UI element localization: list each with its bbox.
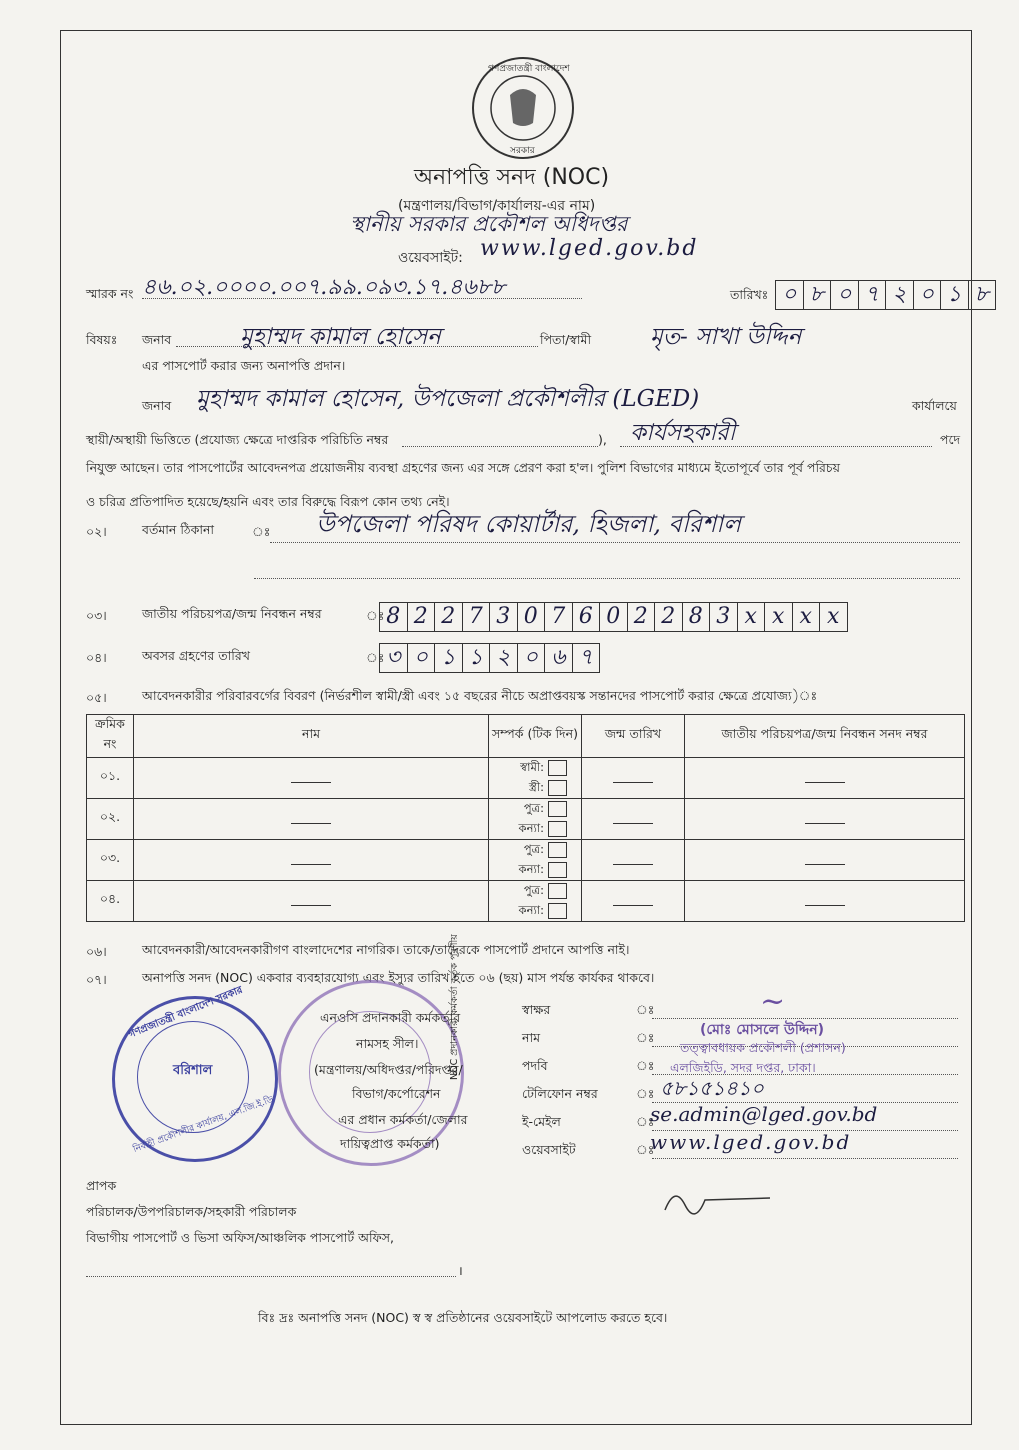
nid-digit: 8 bbox=[682, 602, 711, 632]
relation-label: পুত্র: bbox=[523, 841, 544, 856]
relation-option bbox=[489, 819, 581, 839]
signatory-left-line: বিভাগ/কর্পোরেশন bbox=[352, 1086, 441, 1101]
memo-value: ৪৬.০২.০০০০.০০৭.৯৯.০৯৩.১৭.৪৬৮৮ bbox=[142, 275, 506, 300]
official-id-line bbox=[402, 446, 598, 447]
date-digit: ৮ bbox=[968, 280, 997, 310]
recipient-signature bbox=[660, 1180, 780, 1220]
recipient-line-1: পরিচালক/উপপরিচালক/সহকারী পরিচালক bbox=[86, 1204, 297, 1219]
row-relation bbox=[489, 840, 582, 881]
seal-left-top-text: গণপ্রজাতন্ত্রী বাংলাদেশ সরকার bbox=[127, 984, 245, 1041]
relation-option bbox=[489, 860, 581, 880]
relation-checkbox[interactable] bbox=[548, 883, 567, 899]
body-line-4: ও চরিত্র প্রতিপাদিত হয়েছে/হয়নি এবং তার বিরুদ্ধে বিরূপ কোন তথ্য নেই। bbox=[86, 494, 450, 509]
nid-digit: 0 bbox=[599, 602, 628, 632]
memo-dotted-line bbox=[142, 298, 582, 299]
relation-checkbox[interactable] bbox=[548, 842, 567, 858]
nid-digit: 8 bbox=[379, 602, 408, 632]
designation: কার্যসহকারী bbox=[630, 420, 736, 446]
nid-digit: 2 bbox=[654, 602, 683, 632]
row-nid bbox=[685, 840, 965, 881]
item-04-number: ০৪। bbox=[86, 650, 107, 665]
seal-left-inner-text: বরিশাল bbox=[173, 1063, 213, 1078]
retirement-date-boxes bbox=[380, 643, 600, 673]
signatory-left-line: এর প্রধান কর্মকর্তা/জেলার bbox=[338, 1112, 468, 1127]
row-birth-date bbox=[582, 799, 685, 840]
item-07-label: অনাপত্তি সনদ (NOC) একবার ব্যবহারযোগ্য এবং ইস্যুর তারিখ হতে ০৬ (ছয়) মাস পর্যন্ত কার্যকর থাকবে। bbox=[142, 970, 655, 985]
empty-dash bbox=[291, 864, 331, 865]
date-label: তারিখঃ bbox=[730, 287, 769, 302]
subject-name: মুহাম্মদ কামাল হোসেন bbox=[240, 324, 441, 350]
office-name: স্থানীয় সরকার প্রকৌশল অধিদপ্তর bbox=[350, 212, 628, 236]
permanent-text: স্থায়ী/অস্থায়ী ভিত্তিতে (প্রযোজ্য ক্ষেত্রে দাপ্তরিক পরিচিতি নম্বর bbox=[86, 432, 389, 447]
row-name bbox=[134, 799, 489, 840]
header-nid: জাতীয় পরিচয়পত্র/জন্ম নিবন্ধন সনদ নম্বর bbox=[685, 715, 965, 758]
empty-dash bbox=[805, 782, 845, 783]
document-title: অনাপত্তি সনদ (NOC) bbox=[414, 165, 610, 190]
retirement-date-digit: ০ bbox=[517, 643, 546, 673]
row-birth-date bbox=[582, 840, 685, 881]
recipient-line-end: । bbox=[458, 1263, 463, 1278]
retirement-date-digit: ৬ bbox=[544, 643, 573, 673]
retirement-date-digit: ১ bbox=[434, 643, 463, 673]
website-value: www.lged.gov.bd bbox=[480, 236, 699, 261]
signatory-field-colon: ঃ bbox=[636, 1114, 655, 1129]
relation-label: স্বামী: bbox=[520, 759, 544, 774]
body-mr-label: জনাব bbox=[142, 398, 172, 413]
table-row bbox=[87, 840, 965, 881]
relation-label: স্ত্রী: bbox=[528, 779, 544, 794]
subject-suffix: এর পাসপোর্ট করার জন্য অনাপত্তি প্রদান। bbox=[142, 358, 346, 373]
signatory-field-colon: ঃ bbox=[636, 1002, 655, 1017]
item-03-colon: ঃ bbox=[366, 608, 385, 623]
memo-label: স্মারক নং bbox=[86, 286, 134, 301]
nid-digit: 3 bbox=[489, 602, 518, 632]
header-birth-date: জন্ম তারিখ bbox=[582, 715, 685, 758]
present-address: উপজেলা পরিষদ কোয়ার্টার, হিজলা, বরিশাল bbox=[316, 510, 741, 538]
recipient-dotted-line bbox=[86, 1276, 456, 1277]
signatory-field-colon: ঃ bbox=[636, 1142, 655, 1157]
header-relation: সম্পর্ক (টিক দিন) bbox=[489, 715, 582, 758]
item-05-label: আবেদনকারীর পরিবারবর্গের বিবরণ (নির্ভরশীল স্বামী/স্ত্রী এবং ১৫ বছরের নীচে অপ্রাপ্তবয়স্ক সন্তানদের পাসপোর্ট করার ক্ষেত্রে প্রযোজ্য)ঃ bbox=[142, 688, 818, 703]
nid-digit: 2 bbox=[434, 602, 463, 632]
signatory-left-line: এনওসি প্রদানকারী কর্মকর্তার bbox=[320, 1010, 461, 1025]
body-name-office: মুহাম্মদ কামাল হোসেন, উপজেলা প্রকৌশলীর (LGED) bbox=[196, 386, 700, 412]
date-digit: ০ bbox=[830, 280, 859, 310]
row-birth-date bbox=[582, 758, 685, 799]
relation-label: কন্যা: bbox=[518, 861, 544, 876]
seal-left-bottom-text: নির্বাহী প্রকৌশলীর কার্যালয়, এল.জি.ই.ডি bbox=[131, 1094, 275, 1156]
item-06-label: আবেদনকারী/আবেদনকারীগণ বাংলাদেশের নাগরিক। তাকে/তাদেরকে পাসপোর্ট প্রদানে আপত্তি নাই। bbox=[142, 942, 630, 957]
signatory-field-label: স্বাক্ষর bbox=[522, 1002, 551, 1017]
row-relation bbox=[489, 799, 582, 840]
signatory-field-label: ওয়েবসাইট bbox=[522, 1142, 576, 1157]
header-name: নাম bbox=[134, 715, 489, 758]
nid-digit: 2 bbox=[407, 602, 436, 632]
empty-dash bbox=[613, 782, 653, 783]
office-seal-left bbox=[112, 984, 278, 1162]
nid-digit: x bbox=[792, 602, 821, 632]
item-03-number: ০৩। bbox=[86, 608, 107, 623]
item-04-label: অবসর গ্রহণের তারিখ bbox=[142, 648, 250, 663]
signatory-left-line: (মন্ত্রণালয়/অধিদপ্তর/পরিদপ্তর/ bbox=[314, 1062, 463, 1077]
relation-checkbox[interactable] bbox=[548, 760, 567, 776]
signatory-office: এলজিইডি, সদর দপ্তর, ঢাকা। bbox=[670, 1060, 816, 1075]
item-05-number: ০৫। bbox=[86, 690, 107, 705]
row-serial: ০৪. bbox=[87, 881, 134, 922]
father-label: পিতা/স্বামী bbox=[540, 332, 592, 347]
empty-dash bbox=[613, 823, 653, 824]
row-serial: ০৩. bbox=[87, 840, 134, 881]
item-07-number: ০৭। bbox=[86, 972, 107, 987]
nid-digit: 7 bbox=[462, 602, 491, 632]
relation-label: কন্যা: bbox=[518, 820, 544, 835]
signatory-field-label: টেলিফোন নম্বর bbox=[522, 1086, 598, 1101]
office-suffix: কার্যালয়ে bbox=[912, 398, 957, 413]
row-serial: ০১. bbox=[87, 758, 134, 799]
date-digit: ৮ bbox=[803, 280, 832, 310]
recipient-label: প্রাপক bbox=[86, 1178, 117, 1193]
nid-digit: x bbox=[737, 602, 766, 632]
signatory-left-line: নামসহ সীল। bbox=[356, 1036, 419, 1051]
row-name bbox=[134, 758, 489, 799]
document-subtitle: (মন্ত্রণালয়/বিভাগ/কার্যালয়-এর নাম) bbox=[398, 198, 596, 214]
address-line-2 bbox=[254, 578, 960, 579]
item-02-number: ০২। bbox=[86, 524, 107, 539]
relation-label: পুত্র: bbox=[523, 882, 544, 897]
subject-mr-label: জনাব bbox=[142, 332, 172, 347]
nid-digit: 6 bbox=[572, 602, 601, 632]
item-02-label: বর্তমান ঠিকানা bbox=[142, 522, 215, 537]
family-table bbox=[86, 714, 965, 922]
item-04-colon: ঃ bbox=[366, 650, 385, 665]
emblem-text-bottom: সরকার bbox=[510, 146, 535, 156]
table-row bbox=[87, 881, 965, 922]
retirement-date-digit: ৩ bbox=[379, 643, 408, 673]
table-row bbox=[87, 799, 965, 840]
empty-dash bbox=[291, 823, 331, 824]
relation-checkbox[interactable] bbox=[548, 821, 567, 837]
nid-boxes bbox=[380, 602, 848, 632]
emblem-text-top: গণপ্রজাতন্ত্রী বাংলাদেশ bbox=[488, 64, 570, 74]
signatory-field-label: ই-মেইল bbox=[522, 1114, 561, 1129]
signatory-left-line: দায়িত্বপ্রাপ্ত কর্মকর্তা) bbox=[340, 1136, 440, 1151]
signatory-phone: ৫৮১৫১৪১০ bbox=[660, 1076, 764, 1100]
date-digit: ০ bbox=[775, 280, 804, 310]
retirement-date-digit: ০ bbox=[407, 643, 436, 673]
empty-dash bbox=[613, 864, 653, 865]
row-name bbox=[134, 840, 489, 881]
relation-checkbox[interactable] bbox=[548, 903, 567, 919]
signatory-field-colon: ঃ bbox=[636, 1058, 655, 1073]
nid-digit: 2 bbox=[627, 602, 656, 632]
retirement-date-digit: ২ bbox=[489, 643, 518, 673]
relation-option bbox=[489, 901, 581, 921]
item-06-number: ০৬। bbox=[86, 944, 107, 959]
table-row bbox=[87, 758, 965, 799]
signature-mark: ~ bbox=[760, 984, 786, 1019]
nid-digit: x bbox=[819, 602, 848, 632]
header-serial: ক্রমিক নং bbox=[87, 715, 134, 758]
row-relation bbox=[489, 758, 582, 799]
signatory-field-line bbox=[652, 1158, 958, 1159]
date-digit: ১ bbox=[940, 280, 969, 310]
close-paren: ), bbox=[598, 432, 607, 447]
relation-checkbox[interactable] bbox=[548, 801, 567, 817]
row-nid bbox=[685, 881, 965, 922]
website-label: ওয়েবসাইট: bbox=[398, 250, 463, 266]
footer-note: বিঃ দ্রঃ অনাপত্তি সনদ (NOC) স্ব স্ব প্রতিষ্ঠানের ওয়েবসাইটে আপলোড করতে হবে। bbox=[258, 1310, 668, 1325]
recipient-line-2: বিভাগীয় পাসপোর্ট ও ভিসা অফিস/আঞ্চলিক পাসপোর্ট অফিস, bbox=[86, 1230, 394, 1245]
signatory-field-label: পদবি bbox=[522, 1058, 548, 1073]
row-nid bbox=[685, 799, 965, 840]
relation-option bbox=[489, 758, 581, 778]
relation-option bbox=[489, 799, 581, 819]
body-line-3: নিযুক্ত আছেন। তার পাসপোর্টের আবেদনপত্র প্রয়োজনীয় ব্যবস্থা গ্রহণের জন্য এর সঙ্গে প্রেরণ করা হ'ল। পুলিশ বিভাগের মাধ্যমে ইতোপূর্বে তার পূর্ব পরিচয় bbox=[86, 460, 841, 475]
family-table-header bbox=[87, 715, 965, 758]
retirement-date-digit: ১ bbox=[462, 643, 491, 673]
row-nid bbox=[685, 758, 965, 799]
nid-digit: 0 bbox=[517, 602, 546, 632]
noc-vertical-label: NOC প্রদানকারী কর্মকর্তা কর্তৃক পূরণীয় bbox=[449, 934, 460, 1080]
relation-label: কন্যা: bbox=[518, 902, 544, 917]
designation-line bbox=[620, 446, 932, 447]
post-suffix: পদে bbox=[940, 432, 961, 447]
signatory-name: (মোঃ মোসলে উদ্দিন) bbox=[700, 1022, 824, 1038]
relation-option bbox=[489, 881, 581, 901]
signatory-email: se.admin@lged.gov.bd bbox=[650, 1102, 878, 1126]
date-digit: ২ bbox=[885, 280, 914, 310]
empty-dash bbox=[291, 782, 331, 783]
government-emblem bbox=[470, 55, 576, 161]
nid-digit: x bbox=[764, 602, 793, 632]
father-name: মৃত- সাখা উদ্দিন bbox=[650, 324, 802, 350]
empty-dash bbox=[805, 864, 845, 865]
empty-dash bbox=[613, 905, 653, 906]
signatory-designation: তত্ত্বাবধায়ক প্রকৌশলী (প্রশাসন) bbox=[680, 1040, 846, 1055]
signatory-field-label: নাম bbox=[522, 1030, 541, 1045]
retirement-date-digit: ৭ bbox=[572, 643, 601, 673]
empty-dash bbox=[805, 823, 845, 824]
row-relation bbox=[489, 881, 582, 922]
signatory-website: www.lged.gov.bd bbox=[650, 1130, 852, 1154]
row-name bbox=[134, 881, 489, 922]
date-digit: ০ bbox=[913, 280, 942, 310]
relation-checkbox[interactable] bbox=[548, 862, 567, 878]
item-02-colon: ঃ bbox=[252, 524, 271, 539]
nid-digit: 3 bbox=[709, 602, 738, 632]
date-boxes bbox=[776, 280, 996, 310]
date-digit: ৭ bbox=[858, 280, 887, 310]
relation-checkbox[interactable] bbox=[548, 780, 567, 796]
subject-label: বিষয়ঃ bbox=[86, 332, 118, 347]
signatory-field-colon: ঃ bbox=[636, 1086, 655, 1101]
nid-digit: 7 bbox=[544, 602, 573, 632]
relation-option bbox=[489, 778, 581, 798]
address-line-1 bbox=[270, 542, 960, 543]
empty-dash bbox=[805, 905, 845, 906]
row-serial: ০২. bbox=[87, 799, 134, 840]
empty-dash bbox=[291, 905, 331, 906]
relation-option bbox=[489, 840, 581, 860]
item-03-label: জাতীয় পরিচয়পত্র/জন্ম নিবন্ধন নম্বর bbox=[142, 606, 322, 621]
relation-label: পুত্র: bbox=[523, 800, 544, 815]
row-birth-date bbox=[582, 881, 685, 922]
signatory-field-colon: ঃ bbox=[636, 1030, 655, 1045]
